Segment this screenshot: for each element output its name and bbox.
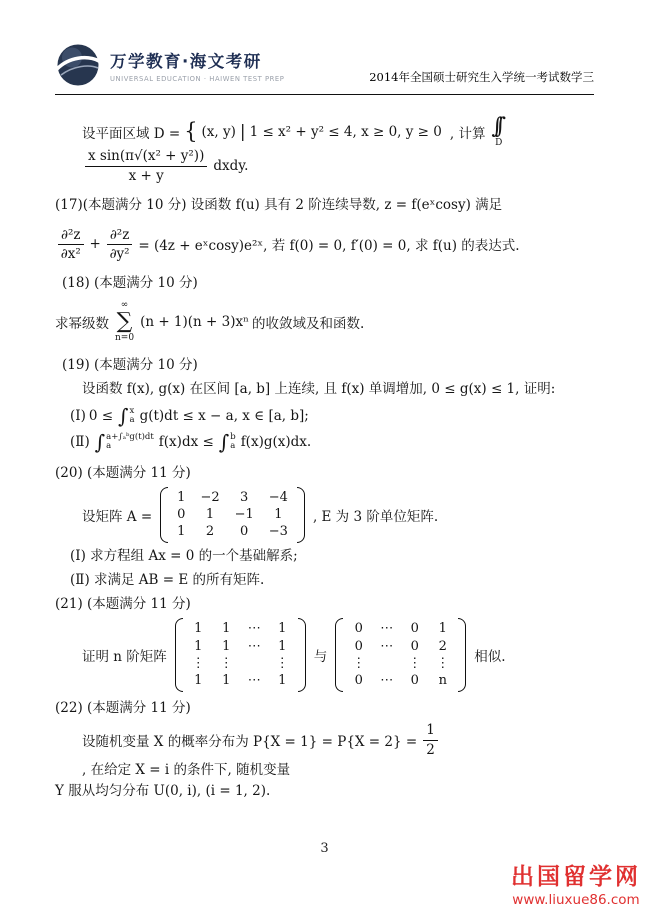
p21-middle-text: 与 <box>313 649 328 666</box>
integral-upper-limit: x <box>129 405 135 416</box>
integrand-fraction <box>85 148 207 183</box>
matrix-cell: 0 <box>177 506 186 522</box>
matrix-cell: 1 <box>274 506 283 522</box>
matrix-cell: ⋮ <box>275 655 289 671</box>
matrix-cell: 3 <box>240 489 249 505</box>
problem-17-intro: (17)(本题满分 10 分) 设函数 f(u) 具有 2 阶连续导数, z = f(eˣcosy) 满足 <box>55 196 503 213</box>
matrix-cell: 0 <box>410 638 419 654</box>
p16-condition: 1 ≤ x² + y² ≤ 4, x ≥ 0, y ≥ 0 <box>249 123 442 140</box>
p16-tuple: (x, y) <box>201 123 236 140</box>
p19-i-lead: 0 ≤ <box>88 407 114 424</box>
integral-with-limits <box>94 429 154 454</box>
integral-lower-limit: a <box>129 415 135 426</box>
matrix-right-paren <box>297 487 305 544</box>
p18-lead-text: 求幂级数 <box>55 315 109 332</box>
problem-18-formula <box>55 300 594 344</box>
sum-upper-limit: ∞ <box>120 300 129 311</box>
p21-tail-text: 相似. <box>474 649 506 666</box>
exam-body <box>0 95 649 802</box>
matrix-cell: ⋯ <box>380 673 394 689</box>
matrix-cell: ⋯ <box>247 673 261 689</box>
matrix-left-paren <box>175 618 183 692</box>
problem-19-part-2 <box>55 429 594 454</box>
matrix-cell: −2 <box>200 489 220 505</box>
matrix-A <box>160 487 305 544</box>
problem-19-intro: 设函数 f(x), g(x) 在区间 [a, b] 上连续, 且 f(x) 单调增加, 0 ≤ g(x) ≤ 1, 证明: <box>82 380 556 397</box>
plus-sign: + <box>89 236 101 253</box>
matrix-cell: 1 <box>222 638 231 654</box>
integral-domain-label: D <box>495 138 503 149</box>
p16-compute-text: , 计算 <box>449 125 486 142</box>
matrix-cell: 1 <box>194 673 203 689</box>
watermark <box>511 858 641 908</box>
logo <box>55 42 284 88</box>
matrix-cell: 1 <box>194 621 203 637</box>
matrix-cell: 0 <box>354 638 363 654</box>
problem-20-part-1: (Ⅰ) 求方程组 Ax = 0 的一个基础解系; <box>70 548 298 565</box>
matrix-cell: −3 <box>268 524 288 540</box>
integral-lower-limit: a <box>230 441 236 452</box>
matrix-cell: ⋮ <box>191 655 205 671</box>
matrix-cell: 1 <box>177 489 186 505</box>
watermark-url: www.liuxue86.com <box>512 892 640 908</box>
p19-ii-tail: f(x)g(x)dx. <box>240 433 312 450</box>
logo-subtitle: UNIVERSAL EDUCATION · HAIWEN TEST PREP <box>110 74 285 83</box>
sigma-icon: ∑ <box>116 309 133 335</box>
item-label: (Ⅰ) <box>70 407 86 424</box>
matrix-cell: 2 <box>205 524 215 540</box>
p22-tail-text: , 在给定 X = i 的条件下, 随机变量 <box>82 761 291 778</box>
p19-ii-middle: f(x)dx ≤ <box>158 433 214 450</box>
matrix-cell: ⋮ <box>408 655 422 671</box>
fraction-numerator: 1 <box>423 722 438 740</box>
fraction-numerator: x sin(π√(x² + y²)) <box>85 148 207 166</box>
matrix-cell: ⋯ <box>247 621 261 637</box>
matrix-cell: ⋮ <box>352 655 366 671</box>
matrix-cell: 1 <box>278 621 287 637</box>
p17-rhs-text: = (4z + eˣcosy)e²ˣ, 若 f(0) = 0, f′(0) = 0, 求 f(u) 的表达式. <box>138 238 520 255</box>
problem-21-matrix-line <box>55 618 594 692</box>
matrix-right-paren <box>458 618 466 692</box>
matrix-cell: 1 <box>278 638 287 654</box>
matrix-cell: ⋮ <box>436 655 450 671</box>
logo-text <box>110 48 284 83</box>
matrix-grid <box>169 487 296 544</box>
p20-tail-text: , E 为 3 阶单位矩阵. <box>312 509 439 526</box>
problem-16-formula <box>55 115 594 184</box>
matrix-left-paren <box>160 487 168 544</box>
problem-22-line-2: Y 服从均匀分布 U(0, i), (i = 1, 2). <box>55 782 271 799</box>
matrix-grid <box>344 618 457 692</box>
matrix-grid <box>184 618 297 692</box>
page-header <box>0 0 649 92</box>
partial-derivative-fraction <box>58 227 84 262</box>
problem-19-heading: (19) (本题满分 10 分) <box>62 356 198 373</box>
p22-lead-text: 设随机变量 X 的概率分布为 P{X = 1} = P{X = 2} = <box>82 734 418 751</box>
fraction-denominator: x + y <box>128 167 164 184</box>
sum-lower-limit: n=0 <box>115 333 135 344</box>
matrix-cell: 0 <box>410 621 419 637</box>
matrix-cell: 2 <box>438 638 447 654</box>
problem-22-heading: (22) (本题满分 11 分) <box>55 700 191 717</box>
fraction-numerator: ∂²z <box>107 227 133 245</box>
one-half-fraction <box>423 722 438 757</box>
matrix-cell: n <box>438 673 447 689</box>
p16-lead-text: 设平面区域 D = <box>82 125 181 142</box>
matrix-cell: 1 <box>222 673 231 689</box>
integral-with-limits <box>218 429 236 454</box>
fraction-denominator: ∂x² <box>60 245 81 262</box>
left-brace: { <box>184 118 198 144</box>
problem-21-heading: (21) (本题满分 11 分) <box>55 596 191 613</box>
integral-upper-limit: a+∫ₐᵇg(t)dt <box>106 431 154 442</box>
exam-title: 2014年全国硕士研究生入学统一考试数学三 <box>369 70 594 84</box>
matrix-cell: 1 <box>222 621 231 637</box>
watermark-site-name: 出国留学网 <box>511 864 641 890</box>
matrix-cell: 0 <box>410 673 419 689</box>
problem-20-heading: (20) (本题满分 11 分) <box>55 464 191 481</box>
integral-icon: ∫ <box>94 429 106 454</box>
integral-with-limits <box>118 403 135 428</box>
integral-lower-limit: a <box>106 441 112 452</box>
globe-swoosh-logo-icon <box>55 42 101 88</box>
p18-series-term: (n + 1)(n + 3)xⁿ <box>140 313 249 330</box>
matrix-cell: 1 <box>438 621 447 637</box>
problem-19-part-1 <box>55 403 594 428</box>
matrix-cell: 0 <box>240 524 249 540</box>
matrix-cell: −1 <box>234 506 254 522</box>
p18-tail-text: 的收敛域及和函数. <box>251 315 365 332</box>
matrix-cell: ⋯ <box>247 638 261 654</box>
double-integral-icon: ∫∫ <box>491 114 498 139</box>
integral-upper-limit: b <box>230 431 236 442</box>
matrix-of-ones <box>175 618 306 692</box>
problem-20-part-2: (Ⅱ) 求满足 AB = E 的所有矩阵. <box>70 572 265 589</box>
set-divider-bar: | <box>239 121 246 142</box>
matrix-left-paren <box>335 618 343 692</box>
double-integral <box>491 115 506 148</box>
page-number: 3 <box>320 841 329 856</box>
matrix-cell: −4 <box>268 489 288 505</box>
matrix-cell: 1 <box>278 673 287 689</box>
integral-icon: ∫ <box>218 429 230 454</box>
p16-tail-text: dxdy. <box>213 158 249 175</box>
matrix-cell: 1 <box>177 524 186 540</box>
fraction-numerator: ∂²z <box>58 227 84 245</box>
p20-lead-text: 设矩阵 A = <box>82 509 153 526</box>
partial-derivative-fraction <box>107 227 133 262</box>
matrix-cell: 0 <box>354 621 363 637</box>
problem-20-matrix-line <box>55 487 594 544</box>
matrix-cell: 1 <box>194 638 203 654</box>
problem-18-heading: (18) (本题满分 10 分) <box>62 275 198 292</box>
matrix-cell: 0 <box>354 673 363 689</box>
item-label: (Ⅱ) <box>70 433 90 450</box>
logo-title: 万学教育·海文考研 <box>110 51 262 71</box>
p21-lead-text: 证明 n 阶矩阵 <box>82 649 167 666</box>
p19-i-tail: g(t)dt ≤ x − a, x ∈ [a, b]; <box>139 407 309 424</box>
integral-icon: ∫ <box>118 403 129 428</box>
problem-17-equation <box>55 227 594 262</box>
matrix-right-paren <box>298 618 306 692</box>
problem-22-intro <box>55 722 594 777</box>
matrix-cell: ⋯ <box>380 638 394 654</box>
summation <box>115 300 134 344</box>
matrix-cell: ⋯ <box>380 621 394 637</box>
matrix-last-column <box>335 618 466 692</box>
matrix-cell: 1 <box>205 506 215 522</box>
matrix-cell: ⋮ <box>219 655 233 671</box>
fraction-denominator: ∂y² <box>109 245 130 262</box>
fraction-denominator: 2 <box>426 741 435 758</box>
